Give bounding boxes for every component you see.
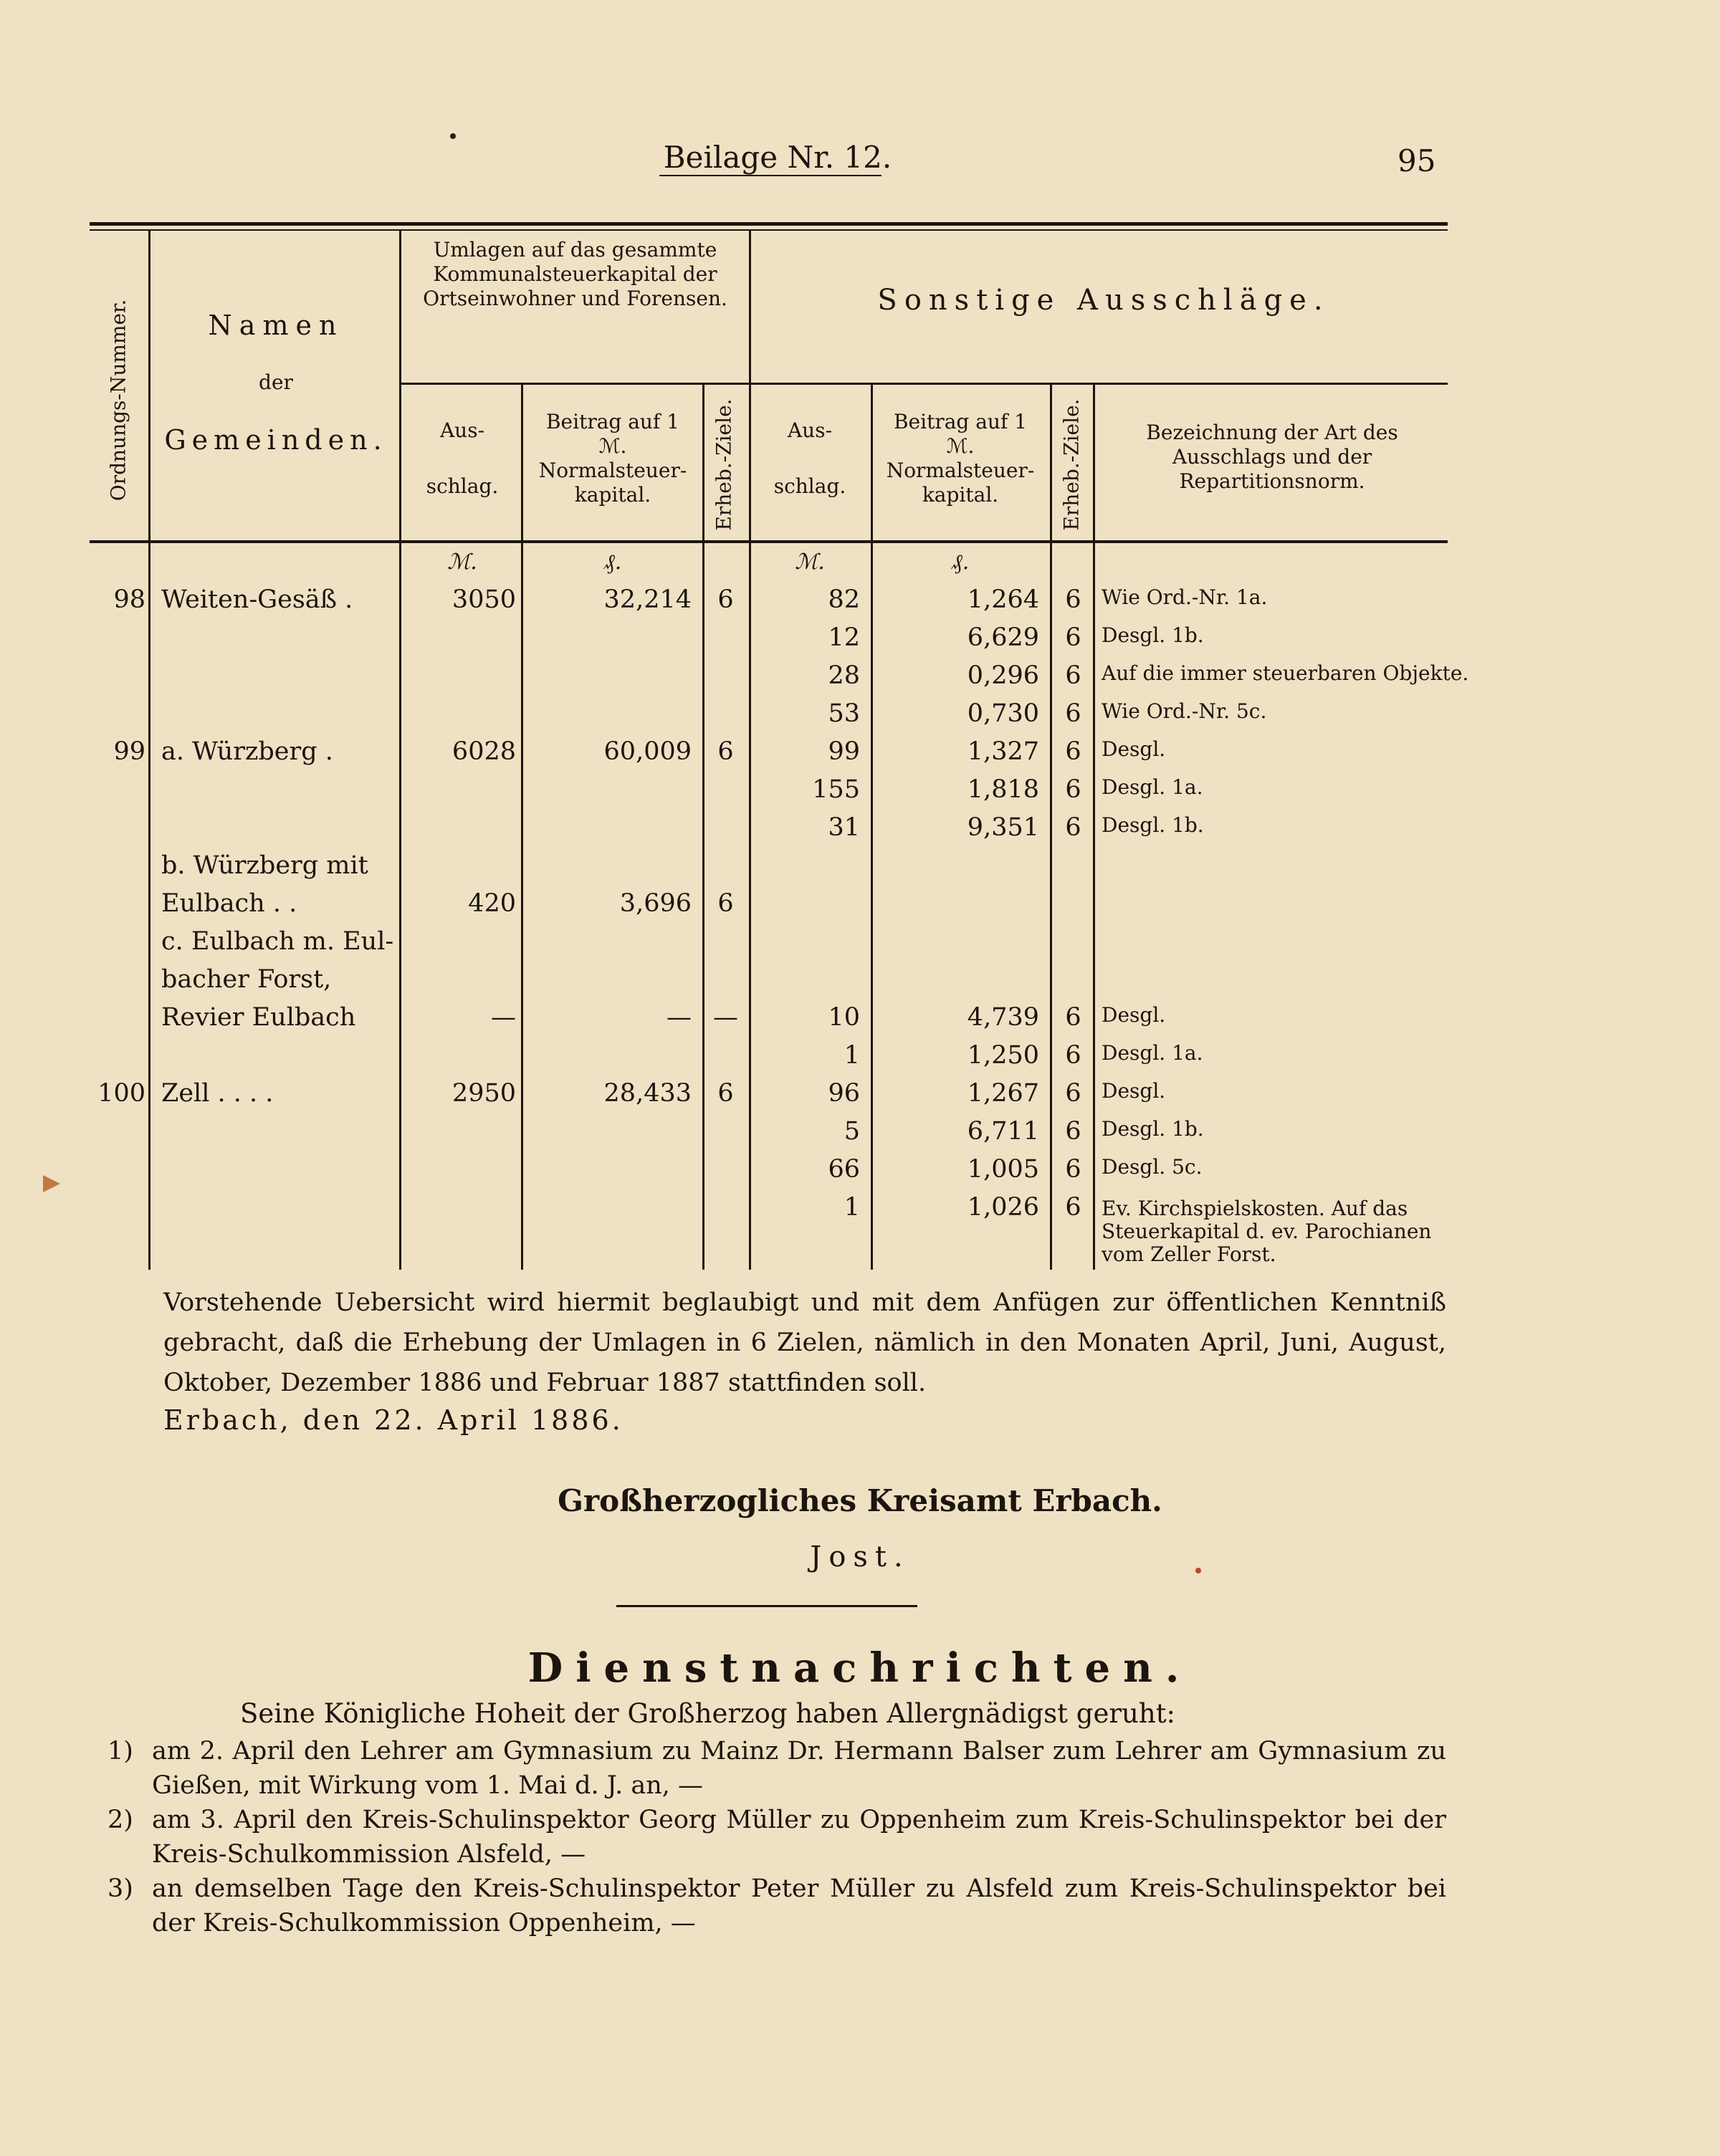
table-row bbox=[90, 585, 1448, 623]
cell-sonst-aus: 53 bbox=[828, 699, 860, 728]
cell-sonst-aus: 1 bbox=[844, 1041, 860, 1070]
print-dot bbox=[450, 133, 456, 139]
cell-desc: Wie Ord.-Nr. 1a. bbox=[1102, 585, 1268, 609]
table-row bbox=[90, 1193, 1448, 1266]
cell-umlage-aus: 2950 bbox=[452, 1079, 516, 1108]
cell-desc: Desgl. bbox=[1102, 1003, 1166, 1027]
dienst-title: Dienstnachrichten. bbox=[527, 1644, 1193, 1692]
cell-desc: Desgl. 1b. bbox=[1102, 623, 1204, 647]
table-row bbox=[90, 1155, 1448, 1193]
table-row bbox=[90, 889, 1448, 927]
print-dot bbox=[1195, 1568, 1201, 1573]
cell-sonst-ziele: 6 bbox=[1065, 1117, 1081, 1146]
cell-sonst-beitrag: 6,711 bbox=[967, 1117, 1039, 1146]
cell-desc: Wie Ord.-Nr. 5c. bbox=[1102, 699, 1267, 723]
col-divider bbox=[871, 385, 873, 546]
col-divider bbox=[1093, 385, 1095, 546]
header-aus-sonst: Aus- bbox=[787, 418, 833, 442]
dienst-intro: Seine Königliche Hoheit der Großherzog haben Allergnädigst geruht: bbox=[240, 1698, 1176, 1729]
table-top-rule bbox=[90, 222, 1448, 226]
cell-desc: Desgl. 1b. bbox=[1102, 813, 1204, 837]
header-namen: Namen bbox=[208, 310, 344, 341]
header-schlag-umlage: schlag. bbox=[426, 474, 499, 498]
dienst-item-number: 3) bbox=[108, 1874, 133, 1903]
section-divider bbox=[616, 1605, 917, 1607]
header-beitrag-umlage: Beitrag auf 1 ℳ. Normalsteuer-kapital. bbox=[538, 410, 687, 507]
unit-pfennig: ₰. bbox=[603, 550, 622, 575]
cell-umlage-beitrag: 32,214 bbox=[603, 585, 692, 614]
cell-sonst-ziele: 6 bbox=[1065, 1041, 1081, 1070]
col-divider bbox=[521, 385, 523, 546]
cell-sonst-ziele: 6 bbox=[1065, 1079, 1081, 1108]
place-date: Erbach, den 22. April 1886. bbox=[163, 1404, 624, 1436]
col-divider bbox=[702, 385, 704, 546]
cell-umlage-ziele: 6 bbox=[717, 737, 734, 766]
table-row bbox=[90, 851, 1448, 889]
cell-name: c. Eulbach m. Eul- bbox=[161, 927, 394, 956]
header-ordnungs-nummer: Ordnungs-Nummer. bbox=[106, 299, 130, 502]
cell-sonst-ziele: 6 bbox=[1065, 661, 1081, 690]
cell-umlage-ziele: — bbox=[713, 1003, 738, 1032]
table-row bbox=[90, 737, 1448, 775]
cell-desc: Desgl. 1a. bbox=[1102, 1041, 1203, 1065]
cell-sonst-ziele: 6 bbox=[1065, 623, 1081, 652]
margin-arrow-icon bbox=[43, 1175, 60, 1192]
header-erheb-umlage: Erheb.-Ziele. bbox=[712, 398, 736, 531]
dienst-item-text: an demselben Tage den Kreis-Schulinspektor Peter Müller zu Alsfeld zum Kreis-Schulinspektor bei der Kreis-Schulkommission Oppenheim, — bbox=[152, 1874, 1446, 1937]
cell-sonst-ziele: 6 bbox=[1065, 1155, 1081, 1184]
cell-sonst-aus: 82 bbox=[828, 585, 860, 614]
cell-sonst-beitrag: 0,730 bbox=[967, 699, 1039, 728]
table-row bbox=[90, 661, 1469, 699]
table-row bbox=[90, 813, 1448, 851]
cell-sonst-beitrag: 9,351 bbox=[967, 813, 1039, 842]
cell-sonst-beitrag: 1,267 bbox=[967, 1079, 1039, 1108]
header-aus-umlage: Aus- bbox=[439, 418, 485, 442]
cell-nr: 98 bbox=[113, 585, 145, 614]
unit-pfennig: ₰. bbox=[951, 550, 970, 575]
table-row bbox=[90, 1041, 1448, 1079]
cell-sonst-aus: 31 bbox=[828, 813, 860, 842]
cell-desc: Desgl. bbox=[1102, 1079, 1166, 1103]
dienst-item-text: am 3. April den Kreis-Schulinspektor Georg Müller zu Oppenheim zum Kreis-Schulinspektor bei der Kreis-Schulkommission Alsfeld, — bbox=[152, 1806, 1446, 1869]
cell-sonst-beitrag: 1,026 bbox=[967, 1193, 1039, 1222]
cell-sonst-beitrag: 1,264 bbox=[967, 585, 1039, 614]
cell-nr: 99 bbox=[113, 737, 145, 766]
cell-desc: Desgl. 1a. bbox=[1102, 775, 1203, 799]
cell-name: Revier Eulbach bbox=[161, 1003, 356, 1032]
table-row bbox=[90, 1117, 1448, 1155]
page-header-title: Beilage Nr. 12. bbox=[663, 140, 892, 175]
cell-sonst-aus: 155 bbox=[812, 775, 860, 804]
dienst-item-text: am 2. April den Lehrer am Gymnasium zu Mainz Dr. Hermann Balser zum Lehrer am Gymnasium zu Gießen, mit Wirkung vom 1. Mai d. J. an, — bbox=[152, 1737, 1446, 1800]
cell-sonst-aus: 99 bbox=[828, 737, 860, 766]
cell-sonst-ziele: 6 bbox=[1065, 1003, 1081, 1032]
table-row bbox=[90, 623, 1448, 661]
header-schlag-sonst: schlag. bbox=[773, 474, 846, 498]
cell-desc: Ev. Kirchspielskosten. Auf das Steuerkapital d. ev. Parochianen vom Zeller Forst. bbox=[1102, 1197, 1432, 1266]
table-row bbox=[90, 965, 1448, 1003]
header-split bbox=[399, 383, 1448, 385]
table-row bbox=[90, 1003, 1448, 1041]
header-bezeichnung: Bezeichnung der Art des Ausschlags und der Repartitionsnorm. bbox=[1146, 421, 1398, 493]
table-row bbox=[90, 699, 1448, 737]
table-row bbox=[90, 927, 1448, 965]
col-divider bbox=[1050, 385, 1052, 546]
cell-name: b. Würzberg mit bbox=[161, 851, 368, 880]
cell-sonst-beitrag: 4,739 bbox=[967, 1003, 1039, 1032]
cell-name: bacher Forst, bbox=[161, 965, 332, 994]
cell-sonst-aus: 96 bbox=[828, 1079, 860, 1108]
header-erheb-sonst: Erheb.-Ziele. bbox=[1059, 398, 1084, 531]
header-der: der bbox=[259, 370, 293, 394]
cell-umlage-beitrag: 28,433 bbox=[603, 1079, 692, 1108]
signature: Jost. bbox=[810, 1541, 910, 1573]
cell-sonst-ziele: 6 bbox=[1065, 813, 1081, 842]
unit-mark: ℳ. bbox=[447, 550, 477, 575]
cell-desc: Desgl. 1b. bbox=[1102, 1117, 1204, 1141]
cell-umlage-aus: 420 bbox=[468, 889, 516, 918]
dienst-item-number: 2) bbox=[108, 1806, 133, 1834]
cell-name: Weiten-Gesäß . bbox=[161, 585, 353, 614]
cell-umlage-beitrag: 3,696 bbox=[619, 889, 692, 918]
cell-umlage-aus: — bbox=[491, 1003, 516, 1032]
cell-desc: Auf die immer steuerbaren Objekte. bbox=[1102, 661, 1469, 685]
cell-nr: 100 bbox=[97, 1079, 145, 1108]
header-gemeinden: Gemeinden. bbox=[164, 424, 388, 456]
cell-sonst-aus: 12 bbox=[828, 623, 860, 652]
cell-sonst-beitrag: 1,005 bbox=[967, 1155, 1039, 1184]
col-divider bbox=[399, 231, 401, 546]
unit-mark: ℳ. bbox=[795, 550, 825, 575]
cell-sonst-aus: 10 bbox=[828, 1003, 860, 1032]
cell-umlage-beitrag: 60,009 bbox=[603, 737, 692, 766]
table-row bbox=[90, 775, 1448, 813]
header-beitrag-sonst: Beitrag auf 1 ℳ. Normalsteuer-kapital. bbox=[886, 410, 1035, 507]
header-umlagen-group: Umlagen auf das gesammte Kommunalsteuerkapital der Ortseinwohner und Forensen. bbox=[423, 238, 727, 310]
cell-sonst-ziele: 6 bbox=[1065, 699, 1081, 728]
cell-sonst-aus: 28 bbox=[828, 661, 860, 690]
cell-umlage-beitrag: — bbox=[666, 1003, 692, 1032]
cell-name: a. Würzberg . bbox=[161, 737, 333, 766]
cell-umlage-ziele: 6 bbox=[717, 585, 734, 614]
header-bottom-rule bbox=[90, 540, 1448, 543]
authority: Großherzogliches Kreisamt Erbach. bbox=[558, 1483, 1162, 1518]
cell-name: Eulbach . . bbox=[161, 889, 297, 918]
dienst-item-number: 1) bbox=[108, 1737, 133, 1765]
cell-sonst-beitrag: 1,818 bbox=[967, 775, 1039, 804]
col-divider bbox=[749, 231, 751, 546]
cell-desc: Desgl. 5c. bbox=[1102, 1155, 1203, 1179]
cell-umlage-ziele: 6 bbox=[717, 889, 734, 918]
cell-name: Zell . . . . bbox=[161, 1079, 274, 1108]
cell-umlage-aus: 3050 bbox=[452, 585, 516, 614]
cell-sonst-beitrag: 0,296 bbox=[967, 661, 1039, 690]
cell-umlage-aus: 6028 bbox=[452, 737, 516, 766]
cell-sonst-ziele: 6 bbox=[1065, 775, 1081, 804]
cell-sonst-ziele: 6 bbox=[1065, 737, 1081, 766]
table-row bbox=[90, 1079, 1448, 1117]
cell-sonst-beitrag: 1,250 bbox=[967, 1041, 1039, 1070]
cell-sonst-beitrag: 1,327 bbox=[967, 737, 1039, 766]
cell-sonst-ziele: 6 bbox=[1065, 585, 1081, 614]
cell-sonst-aus: 1 bbox=[844, 1193, 860, 1222]
header-underline bbox=[659, 175, 882, 176]
cell-sonst-aus: 66 bbox=[828, 1155, 860, 1184]
cell-sonst-beitrag: 6,629 bbox=[967, 623, 1039, 652]
closing-paragraph: Vorstehende Uebersicht wird hiermit beglaubigt und mit dem Anfügen zur öffentlichen Kenntniß gebracht, daß die Erhebung der Umlagen in 6 Zielen, nämlich in den Monaten April, Juni, August, Oktober, Dezember 1886 und Februar 1887 stattfinden soll. bbox=[163, 1288, 1446, 1397]
cell-sonst-ziele: 6 bbox=[1065, 1193, 1081, 1222]
cell-desc: Desgl. bbox=[1102, 737, 1166, 761]
header-sonstige-group: Sonstige Ausschläge. bbox=[877, 284, 1330, 317]
levy-table bbox=[90, 231, 1469, 1270]
cell-umlage-ziele: 6 bbox=[717, 1079, 734, 1108]
page-number: 95 bbox=[1398, 143, 1436, 178]
cell-sonst-aus: 5 bbox=[844, 1117, 860, 1146]
